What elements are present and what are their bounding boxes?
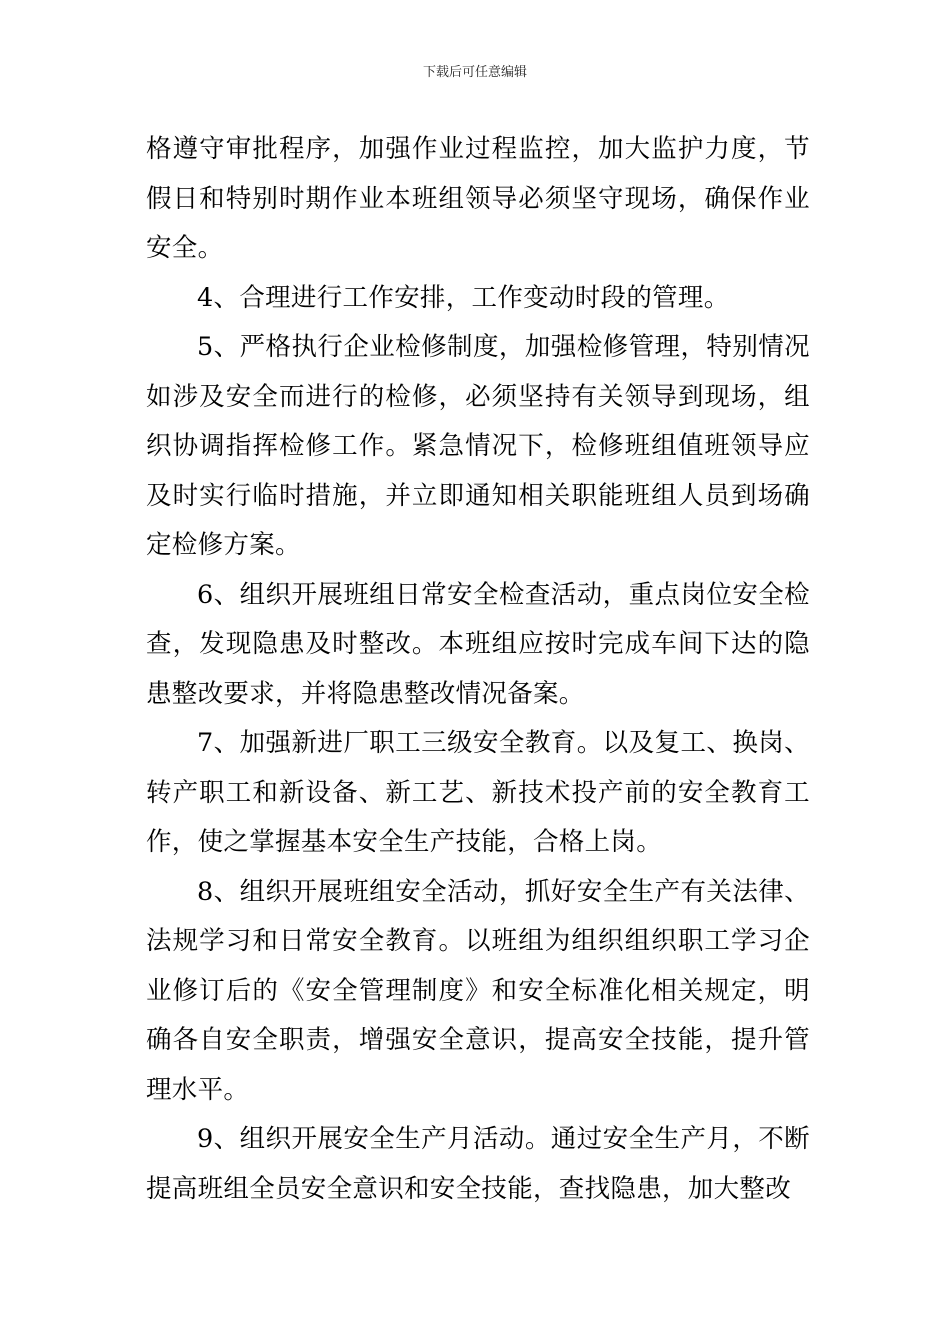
paragraph-item-5: 5、严格执行企业检修制度，加强检修管理，特别情况如涉及安全而进行的检修，必须坚持有关领导到现场，组织协调指挥检修工作。紧急情况下，检修班组值班领导应及时实行临时措施，并立即通知相关职能班组人员到场确定检修方案。 (146, 332, 810, 560)
header-note: 下载后可任意编辑 (422, 65, 527, 80)
paragraph-item-6: 6、组织开展班组日常安全检查活动，重点岗位安全检查，发现隐患及时整改。本班组应按时完成车间下达的隐患整改要求，并将隐患整改情况备案。 (146, 579, 810, 709)
paragraph-item-4: 4、合理进行工作安排，工作变动时段的管理。 (197, 282, 730, 313)
paragraph-item-9: 9、组织开展安全生产月活动。通过安全生产月，不断提高班组全员安全意识和安全技能，查找隐患，加大整改 (146, 1124, 810, 1204)
document-body (146, 125, 810, 1214)
paragraph-continuation: 格遵守审批程序，加强作业过程监控，加大监护力度，节假日和特别时期作业本班组领导必须坚守现场，确保作业安全。 (146, 134, 810, 263)
paragraph-item-7: 7、加强新进厂职工三级安全教育。以及复工、换岗、转产职工和新设备、新工艺、新技术投产前的安全教育工作，使之掌握基本安全生产技能，合格上岗。 (146, 728, 810, 857)
paragraph-item-8: 8、组织开展班组安全活动，抓好安全生产有关法律、法规学习和日常安全教育。以班组为组织组织职工学习企业修订后的《安全管理制度》和安全标准化相关规定，明确各自安全职责，增强安全意识，提高安全技能，提升管理水平。 (146, 876, 810, 1105)
